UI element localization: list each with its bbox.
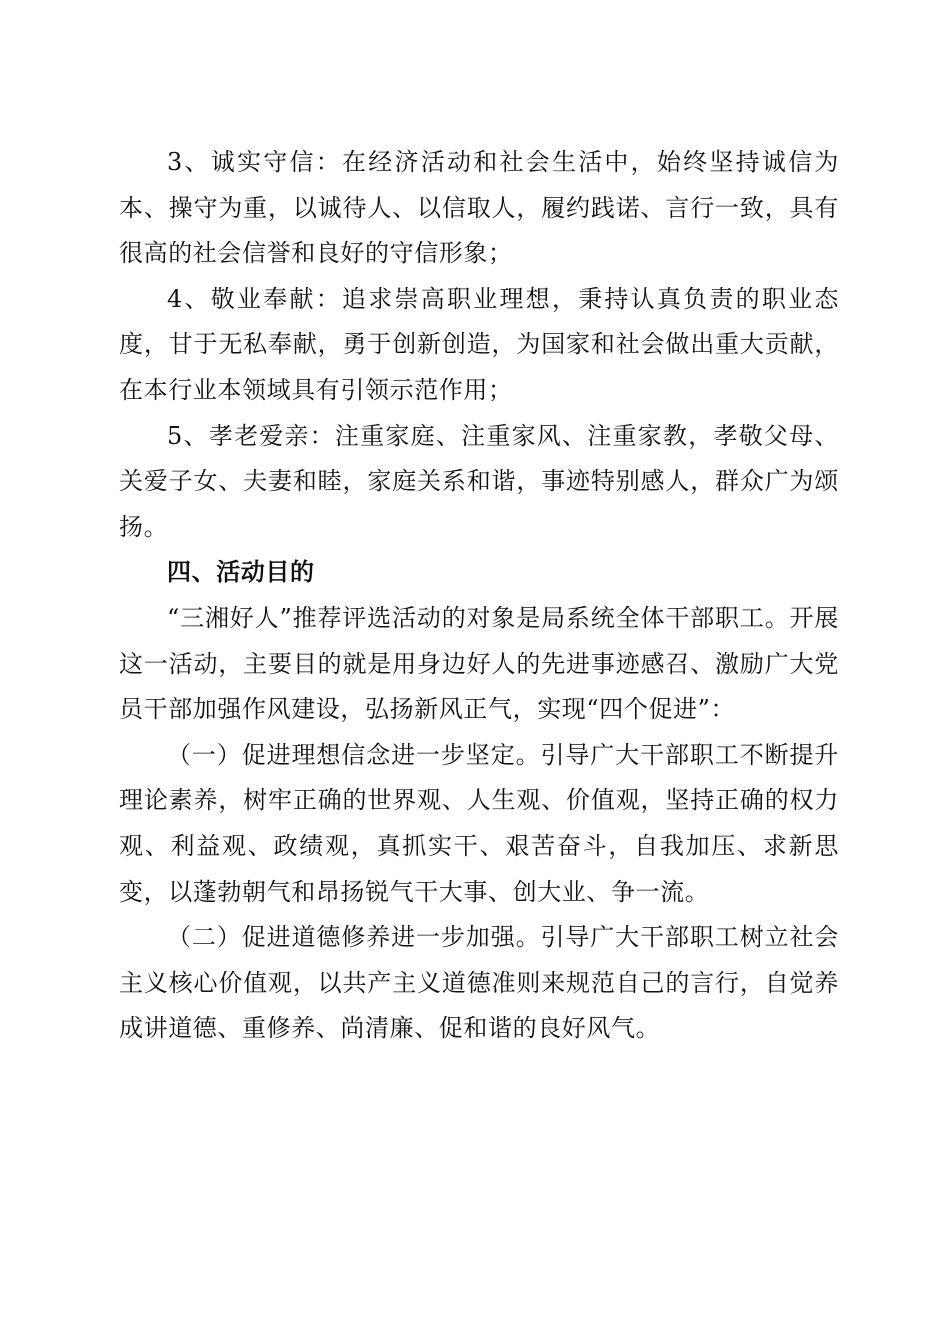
paragraph-dedication: 4、敬业奉献：追求崇高职业理想，秉持认真负责的职业态度，甘于无私奉献，勇于创新创造，为国家和社会做出重大贡献，在本行业本领域具有引领示范作用； [119, 284, 839, 404]
paragraph-purpose-intro: “三湘好人”推荐评选活动的对象是局系统全体干部职工。开展这一活动，主要目的就是用身边好人的先进事迹感召、激励广大党员干部加强作风建设，弘扬新风正气，实现“四个促进”： [119, 603, 839, 724]
document-body [119, 140, 839, 1052]
paragraph-promote-morality: （二）促进道德修养进一步加强。引导广大干部职工树立社会主义核心价值观，以共产主义道德准则来规范自己的言行，自觉养成讲道德、重修养、尚清廉、促和谐的良好风气。 [119, 923, 839, 1043]
paragraph-promote-ideals: （一）促进理想信念进一步坚定。引导广大干部职工不断提升理论素养，树牢正确的世界观、人生观、价值观，坚持正确的权力观、利益观、政绩观，真抓实干、艰苦奋斗，自我加压、求新思变，以蓬勃朝气和昂扬锐气干大事、创大业、争一流。 [119, 740, 839, 906]
paragraph-filial-piety: 5、孝老爱亲：注重家庭、注重家风、注重家教，孝敬父母、关爱子女、夫妻和睦，家庭关系和谐，事迹特别感人，群众广为颂扬。 [119, 421, 839, 541]
paragraph-honesty: 3、诚实守信：在经济活动和社会生活中，始终坚持诚信为本、操守为重，以诚待人、以信取人，履约践诺、言行一致，具有很高的社会信誉和良好的守信形象； [119, 148, 839, 268]
section-heading-purpose: 四、活动目的 [167, 558, 315, 587]
